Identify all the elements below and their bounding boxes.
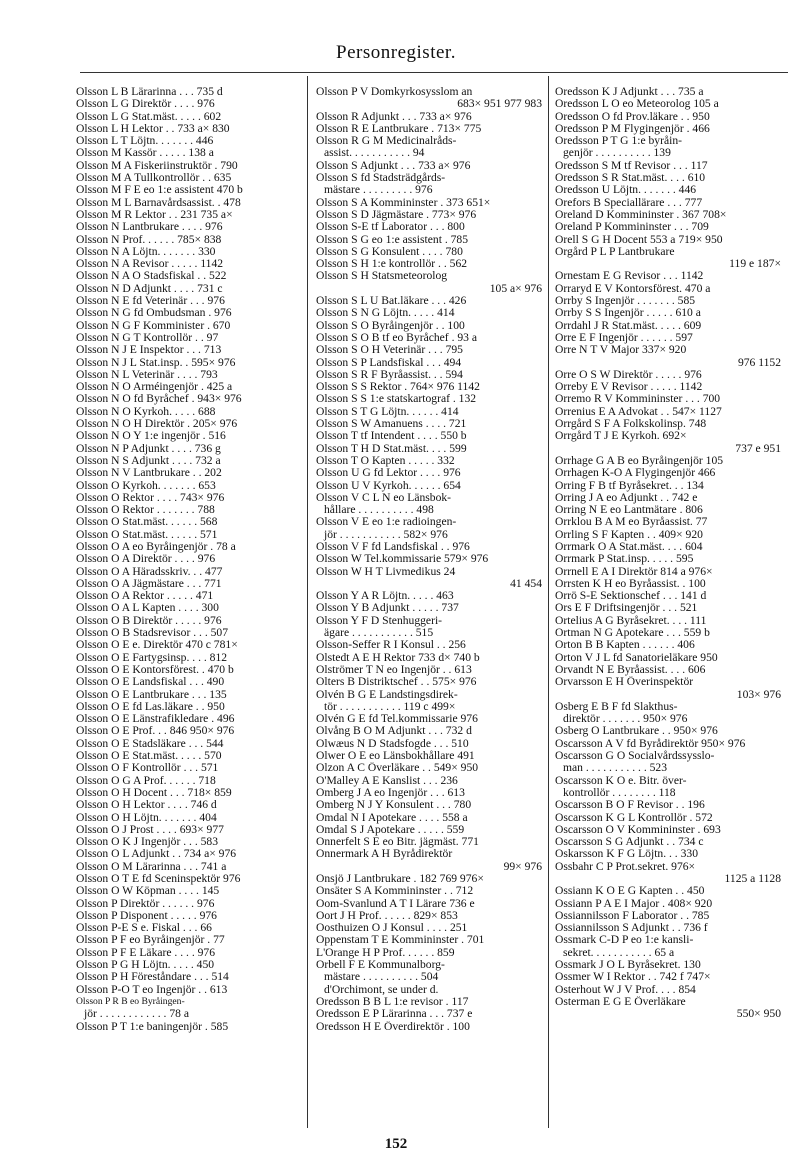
- register-entry: Olsson O A L Kapten . . . . 300: [76, 602, 219, 615]
- register-entry: Orrby S S Ingenjör . . . . . 610 a: [555, 307, 701, 320]
- register-entry: Oredsson B B L 1:e revisor . 117: [316, 995, 469, 1008]
- register-entry: Ossiannilsson F Laborator . . 785: [555, 909, 710, 922]
- register-entry: Olsson N O fd Byråchef . 943× 976: [76, 393, 242, 406]
- register-entry: Olsson O E Fartygsinsp. . . . 812: [76, 651, 228, 664]
- register-entry: Orvarsson E H Överinspektör: [555, 676, 694, 689]
- register-entry: Oredsson K J Adjunkt . . . 735 a: [555, 86, 704, 98]
- register-entry: Ossiannilsson S Adjunkt . . 736 f: [555, 922, 708, 935]
- register-entry: Olsson S P Landsfiskal . . . 494: [316, 356, 462, 369]
- register-entry: Orell S G H Docent 553 a 719× 950: [555, 233, 723, 246]
- register-entry: Olströmer T N eo Ingenjör . . 613: [316, 663, 472, 676]
- register-entry: Olsson O H Löjtn. . . . . . . 404: [76, 811, 217, 824]
- register-entry: Onsjö J Lantbrukare . 182 769 976×: [316, 873, 484, 885]
- register-entry: Orrhagen K-O A Flygingenjör 466: [555, 467, 716, 480]
- register-entry: Olsson N Lantbrukare . . . . 976: [76, 221, 223, 234]
- register-entry: Olsson S G Konsulent . . . . 780: [316, 245, 463, 258]
- register-entry: Olsson O B Direktör . . . . . 976: [76, 614, 222, 627]
- register-entry: Olsson O K J Ingenjör . . . 583: [76, 836, 219, 849]
- register-entry: Olsson L B Lärarinna . . . 735 d: [76, 86, 223, 98]
- register-entry: tör . . . . . . . . . . . 119 c 499×: [324, 700, 456, 713]
- register-entry: Olsson O W Köpman . . . . 145: [76, 885, 220, 898]
- page-number: 152: [384, 1136, 408, 1152]
- register-entry: mästare . . . . . . . . . 976: [324, 184, 433, 197]
- register-entry: Orreby E V Revisor . . . . . 1142: [555, 381, 703, 394]
- register-entry: 683× 951 977 983: [457, 98, 542, 111]
- register-entry: Olsson S N G Löjtn. . . . . 414: [316, 307, 455, 320]
- register-entry: Olsson S-E tf Laborator . . . 800: [316, 221, 465, 234]
- register-entry: Olsson N A O Stadsfiskal . . 522: [76, 270, 227, 283]
- register-entry: Olsson O G A Prof. . . . . . 718: [76, 774, 216, 787]
- register-entry: Olsson P R B eo Byråingen-: [76, 995, 185, 1007]
- register-entry: Olsson O A Jägmästare . . . 771: [76, 577, 222, 590]
- register-entry: Olsson O Stat.mäst. . . . . . 571: [76, 528, 218, 541]
- register-entry: Olsson O H Docent . . . 718× 859: [76, 786, 232, 799]
- register-entry: Olters B Distriktschef . . 575× 976: [316, 676, 477, 689]
- register-entry: Olsson N V Lantbrukare . . 202: [76, 467, 222, 480]
- register-entry: Orring N E eo Lantmätare . 806: [555, 504, 703, 517]
- register-entry: Olsson L G Stat.mäst. . . . . 602: [76, 110, 222, 123]
- register-entry: Ortelius A G Byråsekret. . . . 111: [555, 614, 707, 627]
- register-entry: Olsson O A Direktör . . . . 976: [76, 553, 216, 566]
- header-rule: [80, 72, 788, 73]
- register-entry: Olsson T O Kapten . . . . . 332: [316, 454, 455, 467]
- register-entry: Oreland P Kommininster . . . 709: [555, 221, 709, 234]
- register-entry: Orring F B tf Byråsekret. . . 134: [555, 479, 704, 492]
- register-entry: Olsson-Seffer R I Konsul . . 256: [316, 639, 466, 652]
- register-entry: Olvén B G E Landstingsdirek-: [316, 688, 458, 701]
- register-entry: Olsson P Direktör . . . . . . 976: [76, 897, 215, 910]
- register-entry: Omberg J A eo Ingenjör . . . 613: [316, 786, 465, 799]
- register-entry: Olsson O E Stat.mäst. . . . . 570: [76, 750, 222, 763]
- register-entry: Olsson M F E eo 1:e assistent 470 b: [76, 184, 243, 197]
- register-entry: Orrenius E A Advokat . . 547× 1127: [555, 405, 722, 418]
- register-entry: Orre O S W Direktör . . . . . 976: [555, 368, 702, 381]
- register-entry: Olsson P Disponent . . . . . 976: [76, 909, 217, 922]
- register-entry: Oredsson O fd Prov.läkare . . 950: [555, 110, 710, 123]
- register-entry: Orrgård T J E Kyrkoh. 692×: [555, 430, 687, 443]
- register-entry: Olsson R E Lantbrukare . 713× 775: [316, 122, 482, 135]
- register-entry: Olsson N D Adjunkt . . . . 731 c: [76, 282, 223, 295]
- register-entry: Oscarsson B O F Revisor . . 196: [555, 799, 705, 812]
- register-entry: Olsson P F E Läkare . . . . 976: [76, 946, 216, 959]
- register-entry: Olsson P-O T eo Ingenjör . . 613: [76, 983, 228, 996]
- register-entry: Orraryd E V Kontorsförest. 470 a: [555, 282, 711, 295]
- register-entry: mästare . . . . . . . . . . 504: [324, 971, 439, 984]
- register-entry: Onnermark A H Byrådirektör: [316, 848, 453, 861]
- register-entry: Oscarsson K G L Kontrollör . 572: [555, 811, 713, 824]
- register-entry: Olstedt A E H Rektor 733 d× 740 b: [316, 651, 480, 664]
- register-entry: Olsson S S 1:e statskartograf . 132: [316, 393, 477, 406]
- register-entry: Olsson S O B tf eo Byråchef . 93 a: [316, 331, 477, 344]
- register-entry: Orrsten K H eo Byråassist. . 100: [555, 577, 706, 590]
- register-entry: Ossmark J O L Byråsekret. 130: [555, 959, 701, 972]
- register-entry: Olsson P V Domkyrkosysslom an: [316, 86, 473, 98]
- register-entry: Omdal N I Apotekare . . . . 558 a: [316, 811, 468, 824]
- register-entry: 99× 976: [503, 860, 542, 873]
- register-entry: Ossmark C-D P eo 1:e kansli-: [555, 934, 694, 947]
- register-entry: kontrollör . . . . . . . . 118: [563, 786, 676, 799]
- register-entry: Orbell F E Kommunalborg-: [316, 959, 445, 972]
- register-entry: Olsson O A Häradsskriv. . . 477: [76, 565, 223, 578]
- register-entry: Olsson N O H Direktör . 205× 976: [76, 418, 238, 431]
- register-entry: Olsson Y A R Löjtn. . . . . 463: [316, 590, 454, 603]
- register-entry: Orring J A eo Adjunkt . . 742 e: [555, 491, 698, 504]
- register-entry: Olsson N J E Inspektor . . . 713: [76, 344, 222, 357]
- register-entry: Oscarsson G O Socialvårdssysslo-: [555, 750, 715, 763]
- register-column-3: [555, 86, 781, 1126]
- register-entry: Orrklou B A M eo Byråassist. 77: [555, 516, 708, 529]
- register-entry: Olsson S W Amanuens . . . . 721: [316, 418, 467, 431]
- register-entry: Orrmark O A Stat.mäst. . . . 604: [555, 540, 703, 553]
- register-entry: Orrö S-E Sektionschef . . . 141 d: [555, 590, 707, 603]
- register-entry: Olsson W H T Livmedikus 24: [316, 565, 456, 578]
- column-divider: [307, 76, 308, 1128]
- register-entry: Orrling S F Kapten . . 409× 920: [555, 528, 703, 541]
- register-entry: Ossiann K O E G Kapten . . 450: [555, 885, 705, 898]
- register-entry: Olsson N O Kyrkoh. . . . . 688: [76, 405, 216, 418]
- register-entry: Omberg N J Y Konsulent . . . 780: [316, 799, 472, 812]
- register-entry: Olsson O B Stadsrevisor . . . 507: [76, 627, 229, 640]
- register-entry: Orremo R V Kommininster . . . 700: [555, 393, 721, 406]
- register-entry: Oppenstam T E Kommininster . 701: [316, 934, 485, 947]
- register-entry: Orrmark P Stat.insp. . . . . 595: [555, 553, 694, 566]
- register-entry: Oreland D Kommininster . 367 708×: [555, 208, 727, 221]
- register-entry: d'Orchimont, se under d.: [324, 983, 439, 996]
- register-entry: Olsson S D Jägmästare . 773× 976: [316, 208, 477, 221]
- register-entry: Olsson O Stat.mäst. . . . . . 568: [76, 516, 218, 529]
- register-entry: 41 454: [510, 577, 542, 590]
- column-divider: [548, 76, 549, 1128]
- register-entry: Orrgård S F A Folkskolinsp. 748: [555, 418, 707, 431]
- register-entry: Oredsson H E Överdirektör . 100: [316, 1020, 470, 1033]
- register-entry: jör . . . . . . . . . . . . 78 a: [84, 1008, 189, 1021]
- register-entry: Oscarsson O V Kommininster . 693: [555, 823, 721, 836]
- register-entry: Oredsson E P Lärarinna . . . 737 e: [316, 1008, 473, 1021]
- register-entry: Olsson N A Löjtn. . . . . . . 330: [76, 245, 216, 258]
- register-entry: Osberg O Lantbrukare . . 950× 976: [555, 725, 718, 738]
- register-entry: Olsson S H Statsmeteorolog: [316, 270, 448, 283]
- register-entry: Olzon A C Överläkare . . 549× 950: [316, 762, 479, 775]
- register-entry: Olsson O T E fd Sceninspektör 976: [76, 873, 241, 885]
- register-entry: Orrby S Ingenjör . . . . . . . 585: [555, 295, 696, 308]
- register-entry: Oscarsson A V fd Byrådirektör 950× 976: [555, 737, 746, 750]
- register-entry: Olsson O E e. Direktör 470 c 781×: [76, 639, 238, 652]
- register-entry: Olsson V E eo 1:e radioingen-: [316, 516, 457, 529]
- register-entry: Oredsson L O eo Meteorolog 105 a: [555, 98, 719, 111]
- register-entry: Orton B B Kapten . . . . . . 406: [555, 639, 695, 652]
- register-entry: O'Malley A E Kanslist . . . 236: [316, 774, 458, 787]
- register-entry: Olsson S S Rektor . 764× 976 1142: [316, 381, 480, 394]
- register-entry: Olvén G E fd Tel.kommissarie 976: [316, 713, 478, 726]
- register-entry: man . . . . . . . . . . . 523: [563, 762, 668, 775]
- register-entry: Olsson S H 1:e kontrollör . . 562: [316, 258, 468, 271]
- register-entry: direktör . . . . . . . 950× 976: [563, 713, 688, 726]
- register-entry: Oskarsson K F G Löjtn. . . 330: [555, 848, 698, 861]
- register-entry: Olsson O L Adjunkt . . 734 a× 976: [76, 848, 237, 861]
- register-entry: Olsson M A Fiskeriinstruktör . 790: [76, 159, 238, 172]
- register-entry: Olsson S T G Löjtn. . . . . . 414: [316, 405, 459, 418]
- register-entry: Olsson P F eo Byråingenjör . 77: [76, 934, 225, 947]
- register-entry: Olsson N G F Komminister . 670: [76, 319, 231, 332]
- register-entry: Oredsson S M tf Revisor . . . 117: [555, 159, 708, 172]
- register-entry: Olsson O E Kontorsförest. . 470 b: [76, 663, 234, 676]
- register-entry: Ornestam E G Revisor . . . 1142: [555, 270, 704, 283]
- register-entry: Olsson T H D Stat.mäst. . . . 599: [316, 442, 467, 455]
- register-entry: ägare . . . . . . . . . . . 515: [324, 627, 434, 640]
- register-entry: Olsson S Adjunkt . . . 733 a× 976: [316, 159, 471, 172]
- register-entry: Olsson N A Revisor . . . . . 1142: [76, 258, 224, 271]
- register-entry: Olsson P G H Löjtn. . . . . 450: [76, 959, 215, 972]
- register-entry: Olsson S R F Byråassist. . . 594: [316, 368, 463, 381]
- register-entry: Olsson N L Veterinär . . . . 793: [76, 368, 218, 381]
- register-entry: Omdal S J Apotekare . . . . . 559: [316, 823, 465, 836]
- page-title: Personregister.: [336, 42, 456, 63]
- register-entry: 103× 976: [736, 688, 781, 701]
- register-entry: Onsäter S A Kommininster . . 712: [316, 885, 474, 898]
- register-entry: Oredsson U Löjtn. . . . . . . 446: [555, 184, 697, 197]
- register-entry: Olsson O H Lektor . . . . 746 d: [76, 799, 217, 812]
- register-entry: Olsson O E fd Las.läkare . . 950: [76, 700, 225, 713]
- register-entry: Olsson S G eo 1:e assistent . 785: [316, 233, 469, 246]
- register-entry: Olsson M L Barnavårdsassist. . 478: [76, 196, 241, 209]
- register-entry: Olsson P T 1:e baningenjör . 585: [76, 1020, 229, 1033]
- register-entry: Olsson S fd Stadsträdgårds-: [316, 172, 446, 185]
- register-entry: Olsson O Kyrkoh. . . . . . . 653: [76, 479, 216, 492]
- register-entry: Oort J H Prof. . . . . . 829× 853: [316, 909, 458, 922]
- register-entry: 105 a× 976: [489, 282, 542, 295]
- register-entry: Olsson Y F D Stenhuggeri-: [316, 614, 443, 627]
- register-entry: Olsson Y B Adjunkt . . . . . 737: [316, 602, 459, 615]
- register-column-2: [316, 86, 542, 1126]
- register-entry: Olsson V F fd Landsfiskal . . 976: [316, 540, 470, 553]
- register-entry: Osterman E G E Överläkare: [555, 995, 686, 1008]
- register-entry: Ossmer W I Rektor . . 742 f 747×: [555, 971, 711, 984]
- register-entry: Orgård P L P Lantbrukare: [555, 245, 675, 258]
- register-entry: Olsson L G Direktör . . . . 976: [76, 98, 215, 111]
- register-entry: Olsson O J Prost . . . . 693× 977: [76, 823, 224, 836]
- register-entry: Orre N T V Major 337× 920: [555, 344, 687, 357]
- register-entry: Orvandt N E Byråassist. . . . 606: [555, 663, 706, 676]
- register-entry: Olsson O E Lantbrukare . . . 135: [76, 688, 227, 701]
- register-entry: Olsson T tf Intendent . . . . 550 b: [316, 430, 467, 443]
- register-entry: Olsson U V Kyrkoh. . . . . . 654: [316, 479, 461, 492]
- register-entry: Olsson W Tel.kommissarie 579× 976: [316, 553, 489, 566]
- register-entry: Olsson S O H Veterinär . . . 795: [316, 344, 463, 357]
- register-entry: Ortman N G Apotekare . . . 559 b: [555, 627, 710, 640]
- register-entry: Olsson R G M Medicinalråds-: [316, 135, 457, 148]
- register-entry: Orre E F Ingenjör . . . . . . 597: [555, 331, 693, 344]
- register-entry: Olsson N S Adjunkt . . . . 732 a: [76, 454, 221, 467]
- register-entry: Olwer O E eo Länsbokhållare 491: [316, 750, 475, 763]
- register-entry: Olsson N O Arméingenjör . 425 a: [76, 381, 233, 394]
- register-entry: Olsson O Rektor . . . . 743× 976: [76, 491, 225, 504]
- register-entry: Olsson S A Kommininster . 373 651×: [316, 196, 491, 209]
- register-entry: Orrdahl J R Stat.mäst. . . . . 609: [555, 319, 702, 332]
- register-entry: Oredsson S R Stat.mäst. . . . 610: [555, 172, 706, 185]
- register-entry: 119 e 187×: [729, 258, 781, 271]
- register-entry: Olsson N Prof. . . . . . 785× 838: [76, 233, 222, 246]
- register-entry: assist. . . . . . . . . . . 94: [324, 147, 425, 160]
- register-entry: Oscarsson S G Adjunkt . . 734 c: [555, 836, 704, 849]
- register-entry: Orrnell E A I Direktör 814 a 976×: [555, 565, 713, 578]
- register-entry: Olsson O F Kontrollör . . . 571: [76, 762, 219, 775]
- register-entry: Onnerfelt S E eo Bitr. jägmäst. 771: [316, 836, 479, 849]
- register-entry: Oosthuizen O J Konsul . . . . 251: [316, 922, 468, 935]
- register-entry: Olsson O M Lärarinna . . . 741 a: [76, 860, 227, 873]
- register-entry: Olsson O E Stadsläkare . . . 544: [76, 737, 224, 750]
- register-entry: 976 1152: [737, 356, 781, 369]
- register-entry: L'Orange H P Prof. . . . . . 859: [316, 946, 455, 959]
- register-entry: Ossiann P A E I Major . 408× 920: [555, 897, 713, 910]
- register-entry: Ors E F Driftsingenjör . . . 521: [555, 602, 698, 615]
- register-entry: Osberg E B F fd Slakthus-: [555, 700, 678, 713]
- register-entry: hållare . . . . . . . . . . 498: [324, 504, 434, 517]
- register-entry: Oredsson P M Flygingenjör . 466: [555, 122, 710, 135]
- register-entry: sekret. . . . . . . . . . . 65 a: [563, 946, 675, 959]
- register-entry: Orefors B Speciallärare . . . 777: [555, 196, 703, 209]
- register-entry: Olsson M R Lektor . . 231 735 a×: [76, 208, 233, 221]
- register-entry: Olvång B O M Adjunkt . . . 732 d: [316, 725, 472, 738]
- register-entry: Olsson N G fd Ombudsman . 976: [76, 307, 232, 320]
- register-entry: Olsson V C L N eo Länsbok-: [316, 491, 452, 504]
- register-entry: Olsson S L U Bat.läkare . . . 426: [316, 295, 467, 308]
- register-entry: Olsson O E Landsfiskal . . . 490: [76, 676, 225, 689]
- register-entry: 550× 950: [736, 1008, 781, 1021]
- register-entry: Orton V J L fd Sanatorieläkare 950: [555, 651, 718, 664]
- register-entry: Olsson N E fd Veterinär . . . 976: [76, 295, 225, 308]
- register-entry: Olsson R Adjunkt . . . 733 a× 976: [316, 110, 472, 123]
- register-entry: Olwæus N D Stadsfogde . . . 510: [316, 737, 469, 750]
- register-entry: Olsson N O Y 1:e ingenjör . 516: [76, 430, 226, 443]
- register-entry: Olsson P-E S e. Fiskal . . . 66: [76, 922, 212, 935]
- register-entry: Olsson L T Löjtn. . . . . . . 446: [76, 135, 214, 148]
- register-entry: jör . . . . . . . . . . . 582× 976: [324, 528, 448, 541]
- register-entry: Orrhage G A B eo Byråingenjör 105: [555, 454, 724, 467]
- register-entry: Olsson N J L Stat.insp. . 595× 976: [76, 356, 236, 369]
- register-entry: Olsson M A Tullkontrollör . . 635: [76, 172, 232, 185]
- register-entry: Oom-Svanlund A T I Lärare 736 e: [316, 897, 475, 910]
- register-entry: Olsson S O Byråingenjör . . 100: [316, 319, 465, 332]
- register-entry: 737 e 951: [735, 442, 781, 455]
- register-entry: Ossbahr C P Prot.sekret. 976×: [555, 860, 696, 873]
- register-entry: 1125 a 1128: [724, 873, 781, 885]
- register-entry: Olsson O E Prof. . . 846 950× 976: [76, 725, 235, 738]
- register-entry: Olsson M Kassör . . . . . 138 a: [76, 147, 214, 160]
- register-entry: genjör . . . . . . . . . . 139: [563, 147, 671, 160]
- register-entry: Oredsson P T G 1:e byråin-: [555, 135, 682, 148]
- register-column-1: [76, 86, 302, 1126]
- register-entry: Olsson N P Adjunkt . . . . 736 g: [76, 442, 221, 455]
- register-entry: Olsson O A eo Byråingenjör . 78 a: [76, 540, 236, 553]
- register-entry: Oscarsson K O e. Bitr. över-: [555, 774, 687, 787]
- register-entry: Olsson P H Föreståndare . . . 514: [76, 971, 229, 984]
- register-entry: Olsson O E Länstrafikledare . 496: [76, 713, 235, 726]
- register-entry: Olsson N G T Kontrollör . . 97: [76, 331, 219, 344]
- register-entry: Olsson O A Rektor . . . . . 471: [76, 590, 214, 603]
- register-entry: Olsson U G fd Lektor . . . . 976: [316, 467, 461, 480]
- register-entry: Olsson O Rektor . . . . . . . 788: [76, 504, 215, 517]
- register-entry: Osterhout W J V Prof. . . . 854: [555, 983, 696, 996]
- register-entry: Olsson L H Lektor . . 733 a× 830: [76, 122, 230, 135]
